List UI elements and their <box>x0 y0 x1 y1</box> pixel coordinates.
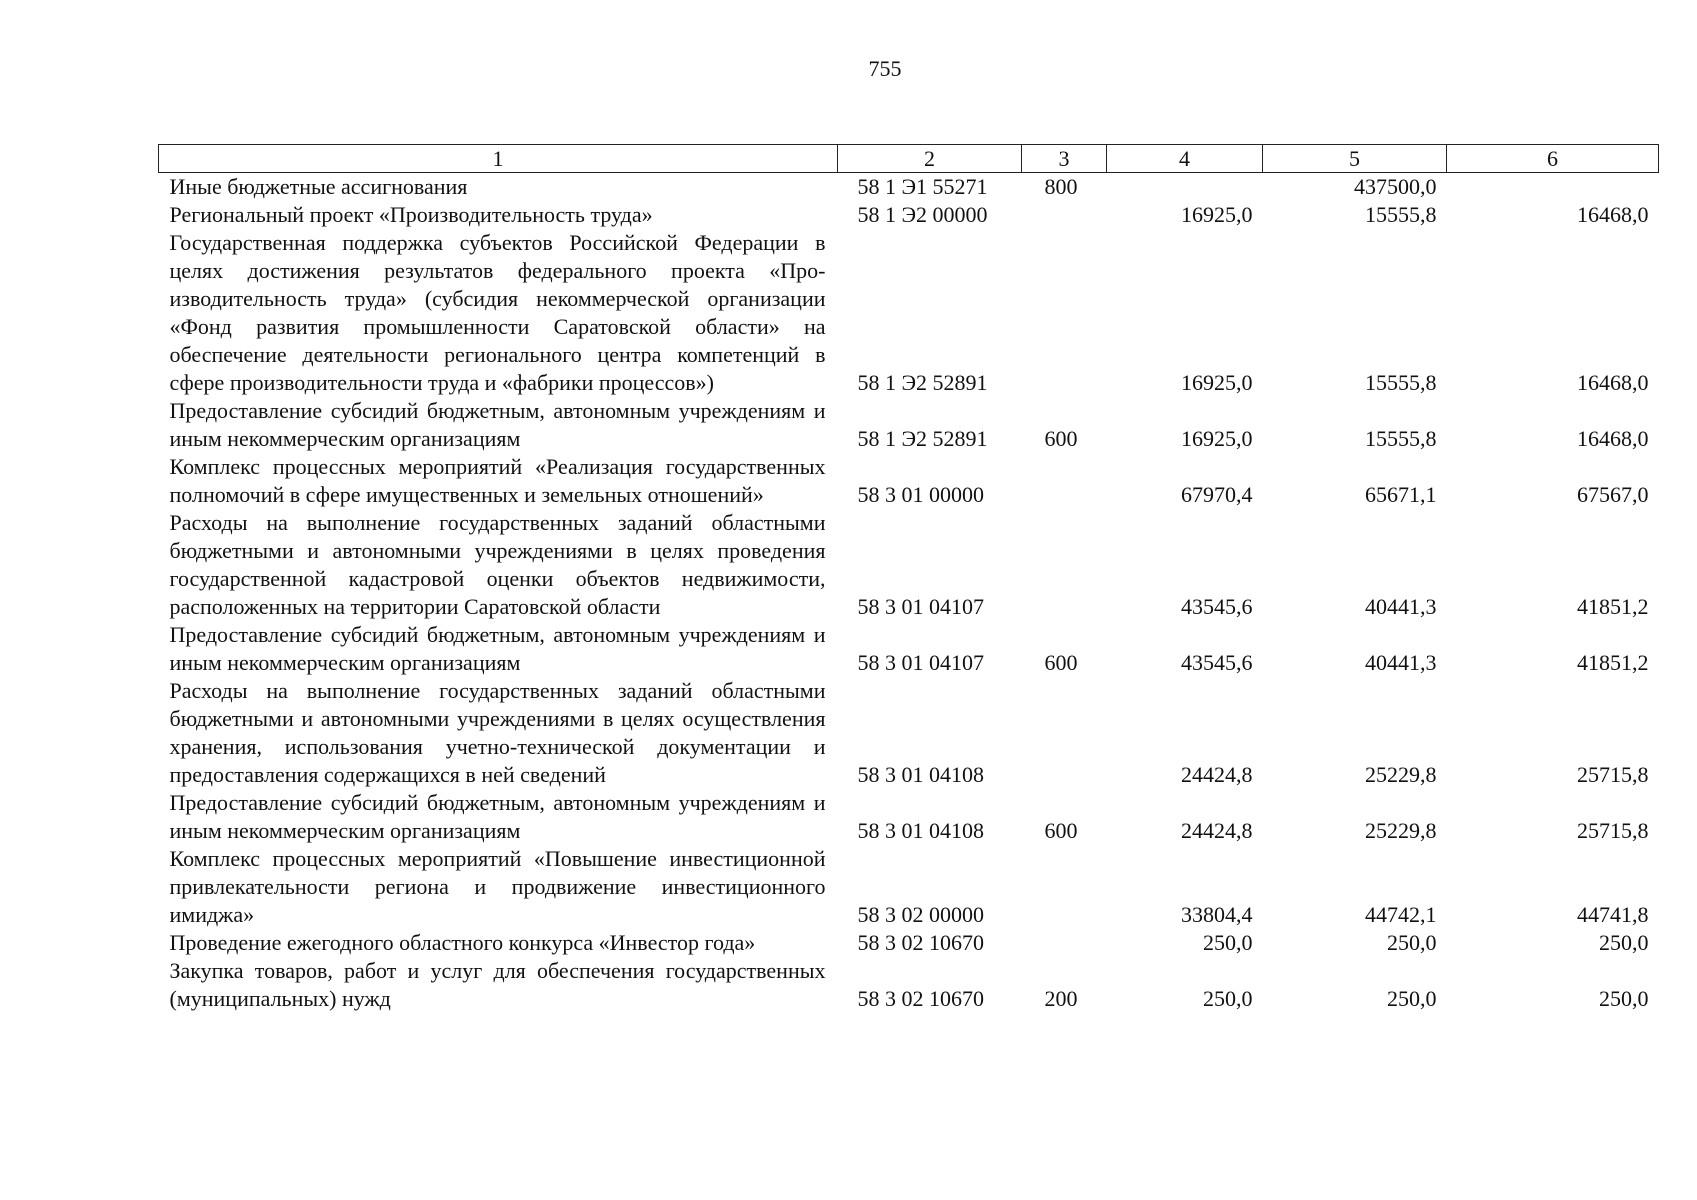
row-name: Предоставление субсидий бюджетным, автономным учреждениям и иным некоммерческим организациям <box>169 398 826 451</box>
row-value-5: 250,0 <box>1387 986 1437 1011</box>
row-code: 58 3 02 00000 <box>857 902 984 927</box>
row-value-6: 41851,2 <box>1577 650 1649 675</box>
row-value-4: 43545,6 <box>1181 594 1253 619</box>
row-expense-type: 600 <box>1044 426 1078 451</box>
row-name: Иные бюджетные ассигнования <box>169 174 468 199</box>
row-expense-type: 600 <box>1044 650 1078 675</box>
row-code: 58 1 Э2 52891 <box>857 370 988 395</box>
row-value-6 <box>1447 173 1659 202</box>
row-expense-type <box>1022 845 1107 929</box>
column-header-5: 5 <box>1263 145 1447 173</box>
row-value-5: 65671,1 <box>1365 482 1437 507</box>
row-expense-type <box>1022 229 1107 397</box>
row-value-5: 25229,8 <box>1365 762 1437 787</box>
row-value-4: 16925,0 <box>1181 370 1253 395</box>
table-row <box>159 397 1659 453</box>
row-value-6: 16468,0 <box>1577 426 1649 451</box>
row-code: 58 1 Э1 55271 <box>857 174 988 199</box>
row-value-4: 16925,0 <box>1181 202 1253 227</box>
row-value-5: 437500,0 <box>1354 174 1437 199</box>
row-value-6: 25715,8 <box>1577 818 1649 843</box>
row-value-6: 44741,8 <box>1577 902 1649 927</box>
row-expense-type: 800 <box>1044 174 1078 199</box>
column-header-4: 4 <box>1107 145 1263 173</box>
row-code: 58 3 01 04107 <box>857 594 984 619</box>
row-expense-type <box>1022 929 1107 957</box>
row-value-5: 40441,3 <box>1365 650 1437 675</box>
row-value-6: 67567,0 <box>1577 482 1649 507</box>
table-row <box>159 621 1659 677</box>
row-code: 58 3 01 00000 <box>857 482 984 507</box>
row-value-6: 16468,0 <box>1577 202 1649 227</box>
row-name: Закупка товаров, работ и услуг для обеспечения государственных (муниципальных) нужд <box>169 958 826 1011</box>
row-code: 58 1 Э2 00000 <box>857 202 988 227</box>
column-header-1: 1 <box>159 145 838 173</box>
row-code: 58 3 01 04108 <box>857 818 984 843</box>
row-value-4: 24424,8 <box>1181 762 1253 787</box>
row-code: 58 3 01 04107 <box>857 650 984 675</box>
row-expense-type: 200 <box>1044 986 1078 1011</box>
row-value-6: 16468,0 <box>1577 370 1649 395</box>
row-value-4 <box>1107 173 1263 202</box>
row-value-4: 250,0 <box>1203 986 1253 1011</box>
row-expense-type <box>1022 453 1107 509</box>
table-row <box>159 789 1659 845</box>
table-row <box>159 201 1659 229</box>
row-name: Предоставление субсидий бюджетным, автономным учреждениям и иным некоммерческим организациям <box>169 622 826 675</box>
row-value-5: 40441,3 <box>1365 594 1437 619</box>
row-value-4: 43545,6 <box>1181 650 1253 675</box>
row-code: 58 3 01 04108 <box>857 762 984 787</box>
table-header-row <box>159 145 1659 173</box>
table-row <box>159 229 1659 397</box>
row-value-6: 25715,8 <box>1577 762 1649 787</box>
row-name: Предоставление субсидий бюджетным, автономным учреждениям и иным некоммерческим организациям <box>169 790 826 843</box>
table-row <box>159 957 1659 1013</box>
row-name: Государственная поддержка субъектов Российской Федерации в целях достижения результатов федерального проекта «Производительность труда» (субсидия некоммерческой организации «Фонд развития промышленности Саратовской области» на обеспечение деятельности регионального центра компетенций в сфере производительности труда и «фабрики процессов») <box>169 230 826 395</box>
row-value-5: 250,0 <box>1387 930 1437 955</box>
row-name: Комплекс процессных мероприятий «Реализация государственных полномочий в сфере имущественных и земельных отношений» <box>169 454 826 507</box>
budget-table <box>158 144 1659 1013</box>
row-expense-type <box>1022 201 1107 229</box>
page-number: 755 <box>868 56 902 81</box>
row-value-5: 25229,8 <box>1365 818 1437 843</box>
row-code: 58 3 02 10670 <box>857 930 984 955</box>
row-value-5: 44742,1 <box>1365 902 1437 927</box>
table-row <box>159 929 1659 957</box>
row-value-4: 67970,4 <box>1181 482 1253 507</box>
row-name: Региональный проект «Производительность труда» <box>169 202 653 227</box>
table-row <box>159 453 1659 509</box>
row-expense-type <box>1022 509 1107 621</box>
row-expense-type: 600 <box>1044 818 1078 843</box>
row-value-5: 15555,8 <box>1365 370 1437 395</box>
row-name: Проведение ежегодного областного конкурса «Инвестор года» <box>169 930 756 955</box>
row-code: 58 3 02 10670 <box>857 986 984 1011</box>
row-value-5: 15555,8 <box>1365 202 1437 227</box>
row-value-4: 16925,0 <box>1181 426 1253 451</box>
column-header-3: 3 <box>1022 145 1107 173</box>
row-expense-type <box>1022 677 1107 789</box>
table-row <box>159 173 1659 202</box>
row-value-4: 24424,8 <box>1181 818 1253 843</box>
row-value-4: 250,0 <box>1203 930 1253 955</box>
row-value-5: 15555,8 <box>1365 426 1437 451</box>
row-value-6: 250,0 <box>1599 986 1649 1011</box>
row-value-4: 33804,4 <box>1181 902 1253 927</box>
table-row <box>159 845 1659 929</box>
row-name: Расходы на выполнение государственных заданий областными бюджетными и автономными учреждениями в целях проведения государственной кадастровой оценки объектов недвижимости, расположенных на территории Саратовской области <box>169 510 826 619</box>
row-value-6: 41851,2 <box>1577 594 1649 619</box>
column-header-6: 6 <box>1447 145 1659 173</box>
row-value-6: 250,0 <box>1599 930 1649 955</box>
column-header-2: 2 <box>838 145 1022 173</box>
row-name: Расходы на выполнение государственных заданий областными бюджетными и автономными учреждениями в целях осуществления хранения, использования учетно-технической документации и предоставления содержащихся в ней сведений <box>169 678 826 787</box>
table-row <box>159 677 1659 789</box>
table-row <box>159 509 1659 621</box>
row-code: 58 1 Э2 52891 <box>857 426 988 451</box>
row-name: Комплекс процессных мероприятий «Повышение инвестиционной привлекательности региона и продвижение инвестиционного имиджа» <box>169 846 826 927</box>
